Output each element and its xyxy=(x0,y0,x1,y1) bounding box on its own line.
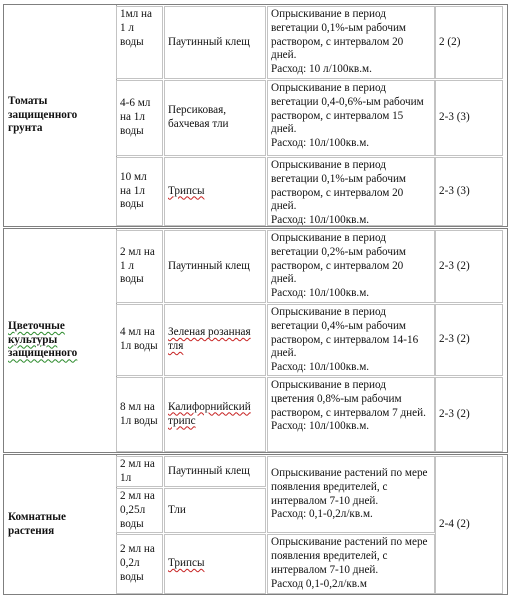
dose-cell: 4 мл на 1л воды xyxy=(116,304,163,376)
pest-cell: Паутинный клещ xyxy=(164,6,266,79)
pest-cell: Калифорнийский трипс xyxy=(164,377,266,452)
count-cell: 2-3 (2) xyxy=(435,377,503,452)
method-cell: Опрыскивание в период вегетации 0,1%-ым рабочим раствором, с интервалом 20 дней. Расход: 10 л/100кв.м. xyxy=(267,6,435,79)
dose-cell: 2 мл на 0,2л воды xyxy=(116,534,163,594)
count-cell: 2 (2) xyxy=(435,6,503,79)
pest-cell: Тли xyxy=(164,488,266,533)
dose-cell: 10 мл на 1л воды xyxy=(116,157,163,226)
count-cell: 2-3 (2) xyxy=(435,230,503,303)
group-label: Комнатные растения xyxy=(4,455,117,594)
count-cell: 2-3 (2) xyxy=(435,304,503,376)
dose-cell: 1мл на 1 л воды xyxy=(116,6,163,79)
group-label: Цветочные культуры защищенного xyxy=(4,229,117,452)
count-cell: 2-3 (3) xyxy=(435,157,503,226)
dose-cell: 2 мл на 1 л воды xyxy=(116,230,163,303)
dose-cell: 8 мл на 1л воды xyxy=(116,377,163,452)
method-cell: Опрыскивание растений по мере появления вредителей, с интервалом 7-10 дней. Расход: 0,1-0,2л/кв.м. xyxy=(267,456,435,533)
pest-cell: Трипсы xyxy=(164,157,266,226)
pest-cell: Паутинный клещ xyxy=(164,456,266,487)
dose-cell: 4-6 мл на 1л воды xyxy=(116,80,163,156)
dose-cell: 2 мл на 0,25л воды xyxy=(116,488,163,533)
pest-cell: Зеленая розанная тля xyxy=(164,304,266,376)
pest-cell: Паутинный клещ xyxy=(164,230,266,303)
dose-cell: 2 мл на 1л xyxy=(116,456,163,487)
method-cell: Опрыскивание в период вегетации 0,4-0,6%-ым рабочим раствором, с интервалом 15 дней. Расход: 10л/100кв.м. xyxy=(267,80,435,156)
method-cell: Опрыскивание в период вегетации 0,4%-ым рабочим раствором, с интервалом 14-16 дней. Расход: 10л/100кв.м. xyxy=(267,304,435,376)
pest-cell: Трипсы xyxy=(164,534,266,594)
method-cell: Опрыскивание в период цветения 0,8%-ым рабочим раствором, с интервалом 7 дней. Расход: 10л/100кв.м. xyxy=(267,377,435,452)
method-cell: Опрыскивание в период вегетации 0,2%-ым рабочим раствором, с интервалом 20 дней. Расход: 10л/100кв.м. xyxy=(267,230,435,303)
method-cell: Опрыскивание растений по мере появления вредителей, с интервалом 7-10 дней. Расход 0,1-0,2л/кв.м xyxy=(267,534,435,594)
count-cell: 2-4 (2) xyxy=(435,456,503,594)
group-label: Томаты защищенного грунта xyxy=(4,5,117,226)
count-cell: 2-3 (3) xyxy=(435,80,503,156)
pest-cell: Персиковая, бахчевая тли xyxy=(164,80,266,156)
method-cell: Опрыскивание в период вегетации 0,1%-ым рабочим раствором, с интервалом 20 дней. Расход: 10л/100кв.м. xyxy=(267,157,435,226)
